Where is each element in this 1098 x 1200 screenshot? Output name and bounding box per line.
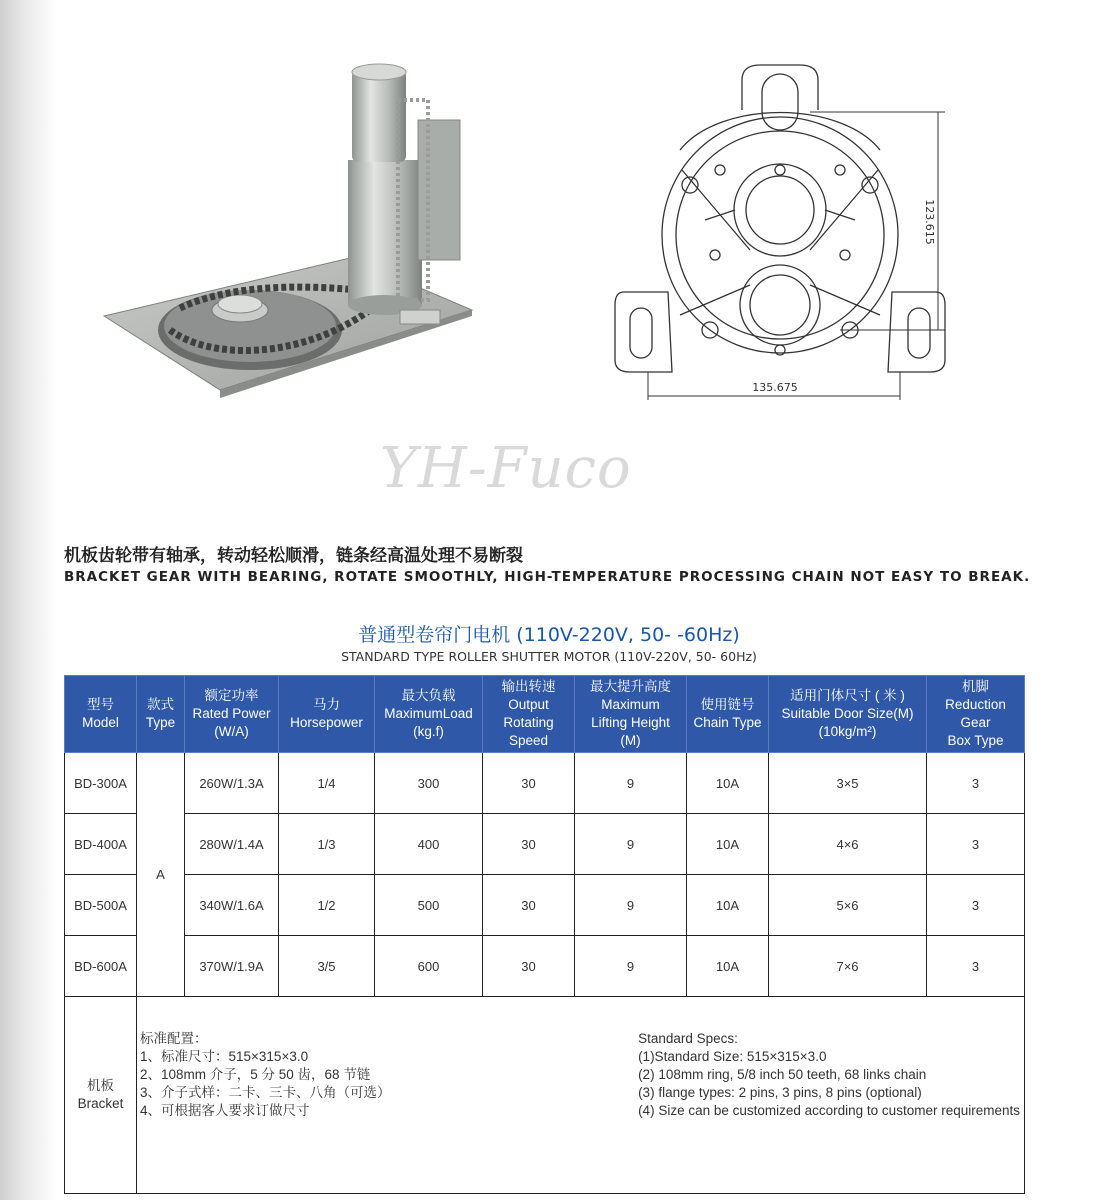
power-cell: 280W/1.4A (185, 814, 279, 875)
gear-cell: 3 (927, 936, 1025, 997)
column-header-en: (kg.f) (413, 724, 444, 739)
spec-line-cn: 1、标准尺寸：515×315×3.0 (140, 1049, 309, 1064)
gear-cell: 3 (927, 814, 1025, 875)
door-cell: 3×5 (769, 753, 927, 814)
load-cell: 600 (375, 936, 483, 997)
column-header-9 (927, 676, 1025, 753)
model-cell: BD-300A (65, 753, 137, 814)
column-header-en: Lifting Height (591, 715, 670, 730)
power-cell: 340W/1.6A (185, 875, 279, 936)
column-header-8 (769, 676, 927, 753)
model-cell: BD-600A (65, 936, 137, 997)
bracket-label-cell (65, 997, 137, 1194)
height-cell: 9 (575, 753, 687, 814)
bracket-specs-en (638, 1030, 1020, 1120)
table-row (65, 753, 1025, 814)
height-cell: 9 (575, 875, 687, 936)
column-header-6 (575, 676, 687, 753)
chain-cell: 10A (687, 814, 769, 875)
column-header-cn: 使用链号 (700, 697, 755, 712)
height-cell: 9 (575, 814, 687, 875)
chain-cell: 10A (687, 753, 769, 814)
column-header-4 (375, 676, 483, 753)
column-header-cn: 马力 (313, 697, 340, 712)
speed-cell: 30 (483, 875, 575, 936)
spec-line-en: (3) flange types: 2 pins, 3 pins, 8 pins (optional) (638, 1085, 922, 1100)
column-header-en: (W/A) (214, 724, 249, 739)
table-row (65, 936, 1025, 997)
model-cell: BD-500A (65, 875, 137, 936)
spec-line-en: (1)Standard Size: 515×315×3.0 (638, 1049, 827, 1064)
type-cell: A (137, 753, 185, 997)
column-header-cn: 款式 (147, 697, 174, 712)
column-header-en: Suitable Door Size(M) (781, 706, 914, 721)
column-header-en: Rotating (503, 715, 554, 730)
height-cell: 9 (575, 936, 687, 997)
column-header-en: Maximum (601, 697, 660, 712)
column-header-cn: 额定功率 (204, 688, 259, 703)
column-header-en: Model (82, 715, 119, 730)
spec-line-cn: 标准配置： (140, 1031, 208, 1046)
speed-cell: 30 (483, 936, 575, 997)
bracket-specs-cn (140, 1030, 391, 1120)
column-header-cn: 型号 (87, 697, 114, 712)
column-header-en: Gear (960, 715, 991, 730)
chain-cell: 10A (687, 875, 769, 936)
power-cell: 260W/1.3A (185, 753, 279, 814)
column-header-en: (M) (620, 733, 641, 748)
page-edge-shadow (0, 0, 55, 1200)
column-header-cn: 输出转速 (501, 679, 556, 694)
door-cell: 4×6 (769, 814, 927, 875)
bracket-row (65, 997, 1025, 1194)
height-dimension-label: 123.615 (923, 199, 936, 245)
table-title-cn: 普通型卷帘门电机 (110V-220V, 50- -60Hz) (358, 624, 740, 646)
watermark-logo: YH-Fuco (380, 436, 632, 501)
spec-line-cn: 4、可根据客人要求订做尺寸 (140, 1103, 310, 1118)
gear-cell: 3 (927, 875, 1025, 936)
hp-cell: 1/2 (279, 875, 375, 936)
door-cell: 5×6 (769, 875, 927, 936)
column-header-1 (137, 676, 185, 753)
load-cell: 500 (375, 875, 483, 936)
spec-line-cn: 3、介子式样：二卡、三卡、八角（可选） (140, 1085, 391, 1100)
width-dimension-label: 135.675 (752, 381, 798, 394)
chain-cell: 10A (687, 936, 769, 997)
spec-line-en: (2) 108mm ring, 5/8 inch 50 teeth, 68 links chain (638, 1067, 927, 1082)
column-header-en: Speed (508, 733, 549, 748)
column-header-5 (483, 676, 575, 753)
hp-cell: 3/5 (279, 936, 375, 997)
column-header-cn: 最大提升高度 (590, 679, 671, 694)
spec-line-en: (4) Size can be customized according to customer requirements (638, 1103, 1020, 1118)
column-header-7 (687, 676, 769, 753)
table-body (65, 753, 1025, 1194)
motor-product-photo (100, 60, 480, 400)
column-header-cn: 适用门体尺寸 ( 米 ) (790, 688, 905, 703)
column-header-cn: 机脚 (962, 679, 989, 694)
column-header-cn: 最大负载 (401, 688, 456, 703)
column-header-en: Horsepower (290, 715, 363, 730)
column-header-en: Box Type (947, 733, 1004, 748)
table-row (65, 814, 1025, 875)
speed-cell: 30 (483, 814, 575, 875)
table-header-row (65, 676, 1025, 753)
load-cell: 400 (375, 814, 483, 875)
load-cell: 300 (375, 753, 483, 814)
column-header-en: MaximumLoad (384, 706, 473, 721)
hp-cell: 1/4 (279, 753, 375, 814)
flange-technical-drawing (610, 60, 950, 405)
column-header-en: Rated Power (192, 706, 271, 721)
column-header-en: (10kg/m²) (818, 724, 877, 739)
column-header-en: Chain Type (693, 715, 762, 730)
column-header-2 (185, 676, 279, 753)
bracket-specs-cell (137, 997, 1025, 1194)
column-header-0 (65, 676, 137, 753)
table-title-en: STANDARD TYPE ROLLER SHUTTER MOTOR (110V-220V, 50- 60Hz) (341, 649, 757, 664)
spec-line-en: Standard Specs: (638, 1031, 738, 1046)
feature-text-cn: 机板齿轮带有轴承，转动轻松顺滑，链条经高温处理不易断裂 (64, 546, 523, 566)
power-cell: 370W/1.9A (185, 936, 279, 997)
hp-cell: 1/3 (279, 814, 375, 875)
spec-line-cn: 2、108mm 介子，5 分 50 齿，68 节链 (140, 1067, 371, 1082)
table-row (65, 875, 1025, 936)
bracket-label-en: Bracket (77, 1096, 124, 1111)
feature-text-en: BRACKET GEAR WITH BEARING, ROTATE SMOOTHLY, HIGH-TEMPERATURE PROCESSING CHAIN NOT EASY TO BREAK. (64, 569, 1031, 585)
column-header-en: Output (508, 697, 549, 712)
model-cell: BD-400A (65, 814, 137, 875)
column-header-en: Reduction (945, 697, 1006, 712)
door-cell: 7×6 (769, 936, 927, 997)
column-header-3 (279, 676, 375, 753)
bracket-label-cn: 机板 (87, 1078, 114, 1093)
column-header-en: Type (145, 715, 176, 730)
spec-table (64, 675, 1025, 1194)
speed-cell: 30 (483, 753, 575, 814)
gear-cell: 3 (927, 753, 1025, 814)
